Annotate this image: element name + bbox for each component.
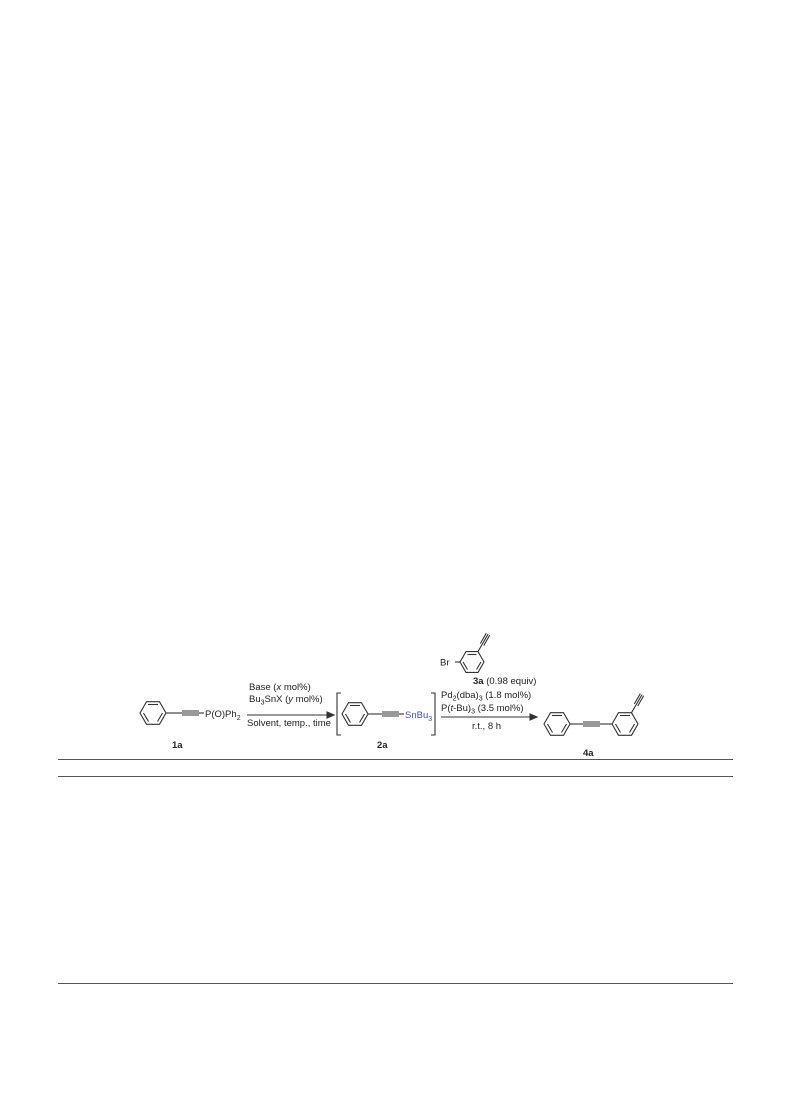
compound-label-4a: 4a (583, 748, 594, 759)
condition-tin-reagent: $Bu_3SnX$ (y mol%) (249, 694, 323, 707)
condition-time: r.t., 8 h (472, 721, 502, 732)
condition-pd-catalyst: $Pd_2(dba)_3$ (1.8 mol%) (441, 690, 532, 703)
ethynyl-3a (478, 633, 490, 651)
phosphine-oxide-group: $P(O)Ph_2$ (205, 709, 241, 722)
alkyne-bond-2a (368, 712, 404, 716)
table-top-rule (58, 759, 733, 760)
reaction-scheme (0, 620, 785, 760)
condition-base: Base (x mol%) (249, 682, 311, 693)
table-bottom-rule (58, 983, 733, 984)
phenyl-ring-1a (140, 702, 166, 725)
condition-ligand: $P(t-Bu)_3$ (3.5 mol%) (441, 703, 524, 716)
bromo-substituent: Br (440, 657, 450, 669)
compound-label-1a: 1a (172, 740, 183, 751)
compound-label-2a: 2a (377, 740, 388, 751)
alkyne-bond-4a (570, 722, 612, 726)
phenyl-ring-4a (544, 713, 570, 736)
ethynyl-4a (632, 694, 644, 713)
alkyne-bond-1a (166, 711, 204, 715)
reaction-arrow-2 (441, 714, 537, 720)
phenyl-ring-2a (342, 703, 368, 726)
benzene-ring-3a (455, 652, 484, 673)
stannane-group: SnBu$_3$ (405, 710, 433, 723)
condition-solvent: Solvent, temp., time (247, 718, 331, 729)
reagent-3a-equiv: 3a (0.98 equiv) (473, 676, 537, 687)
benzene-ring-4a (612, 713, 638, 736)
table-header-rule (58, 776, 733, 777)
